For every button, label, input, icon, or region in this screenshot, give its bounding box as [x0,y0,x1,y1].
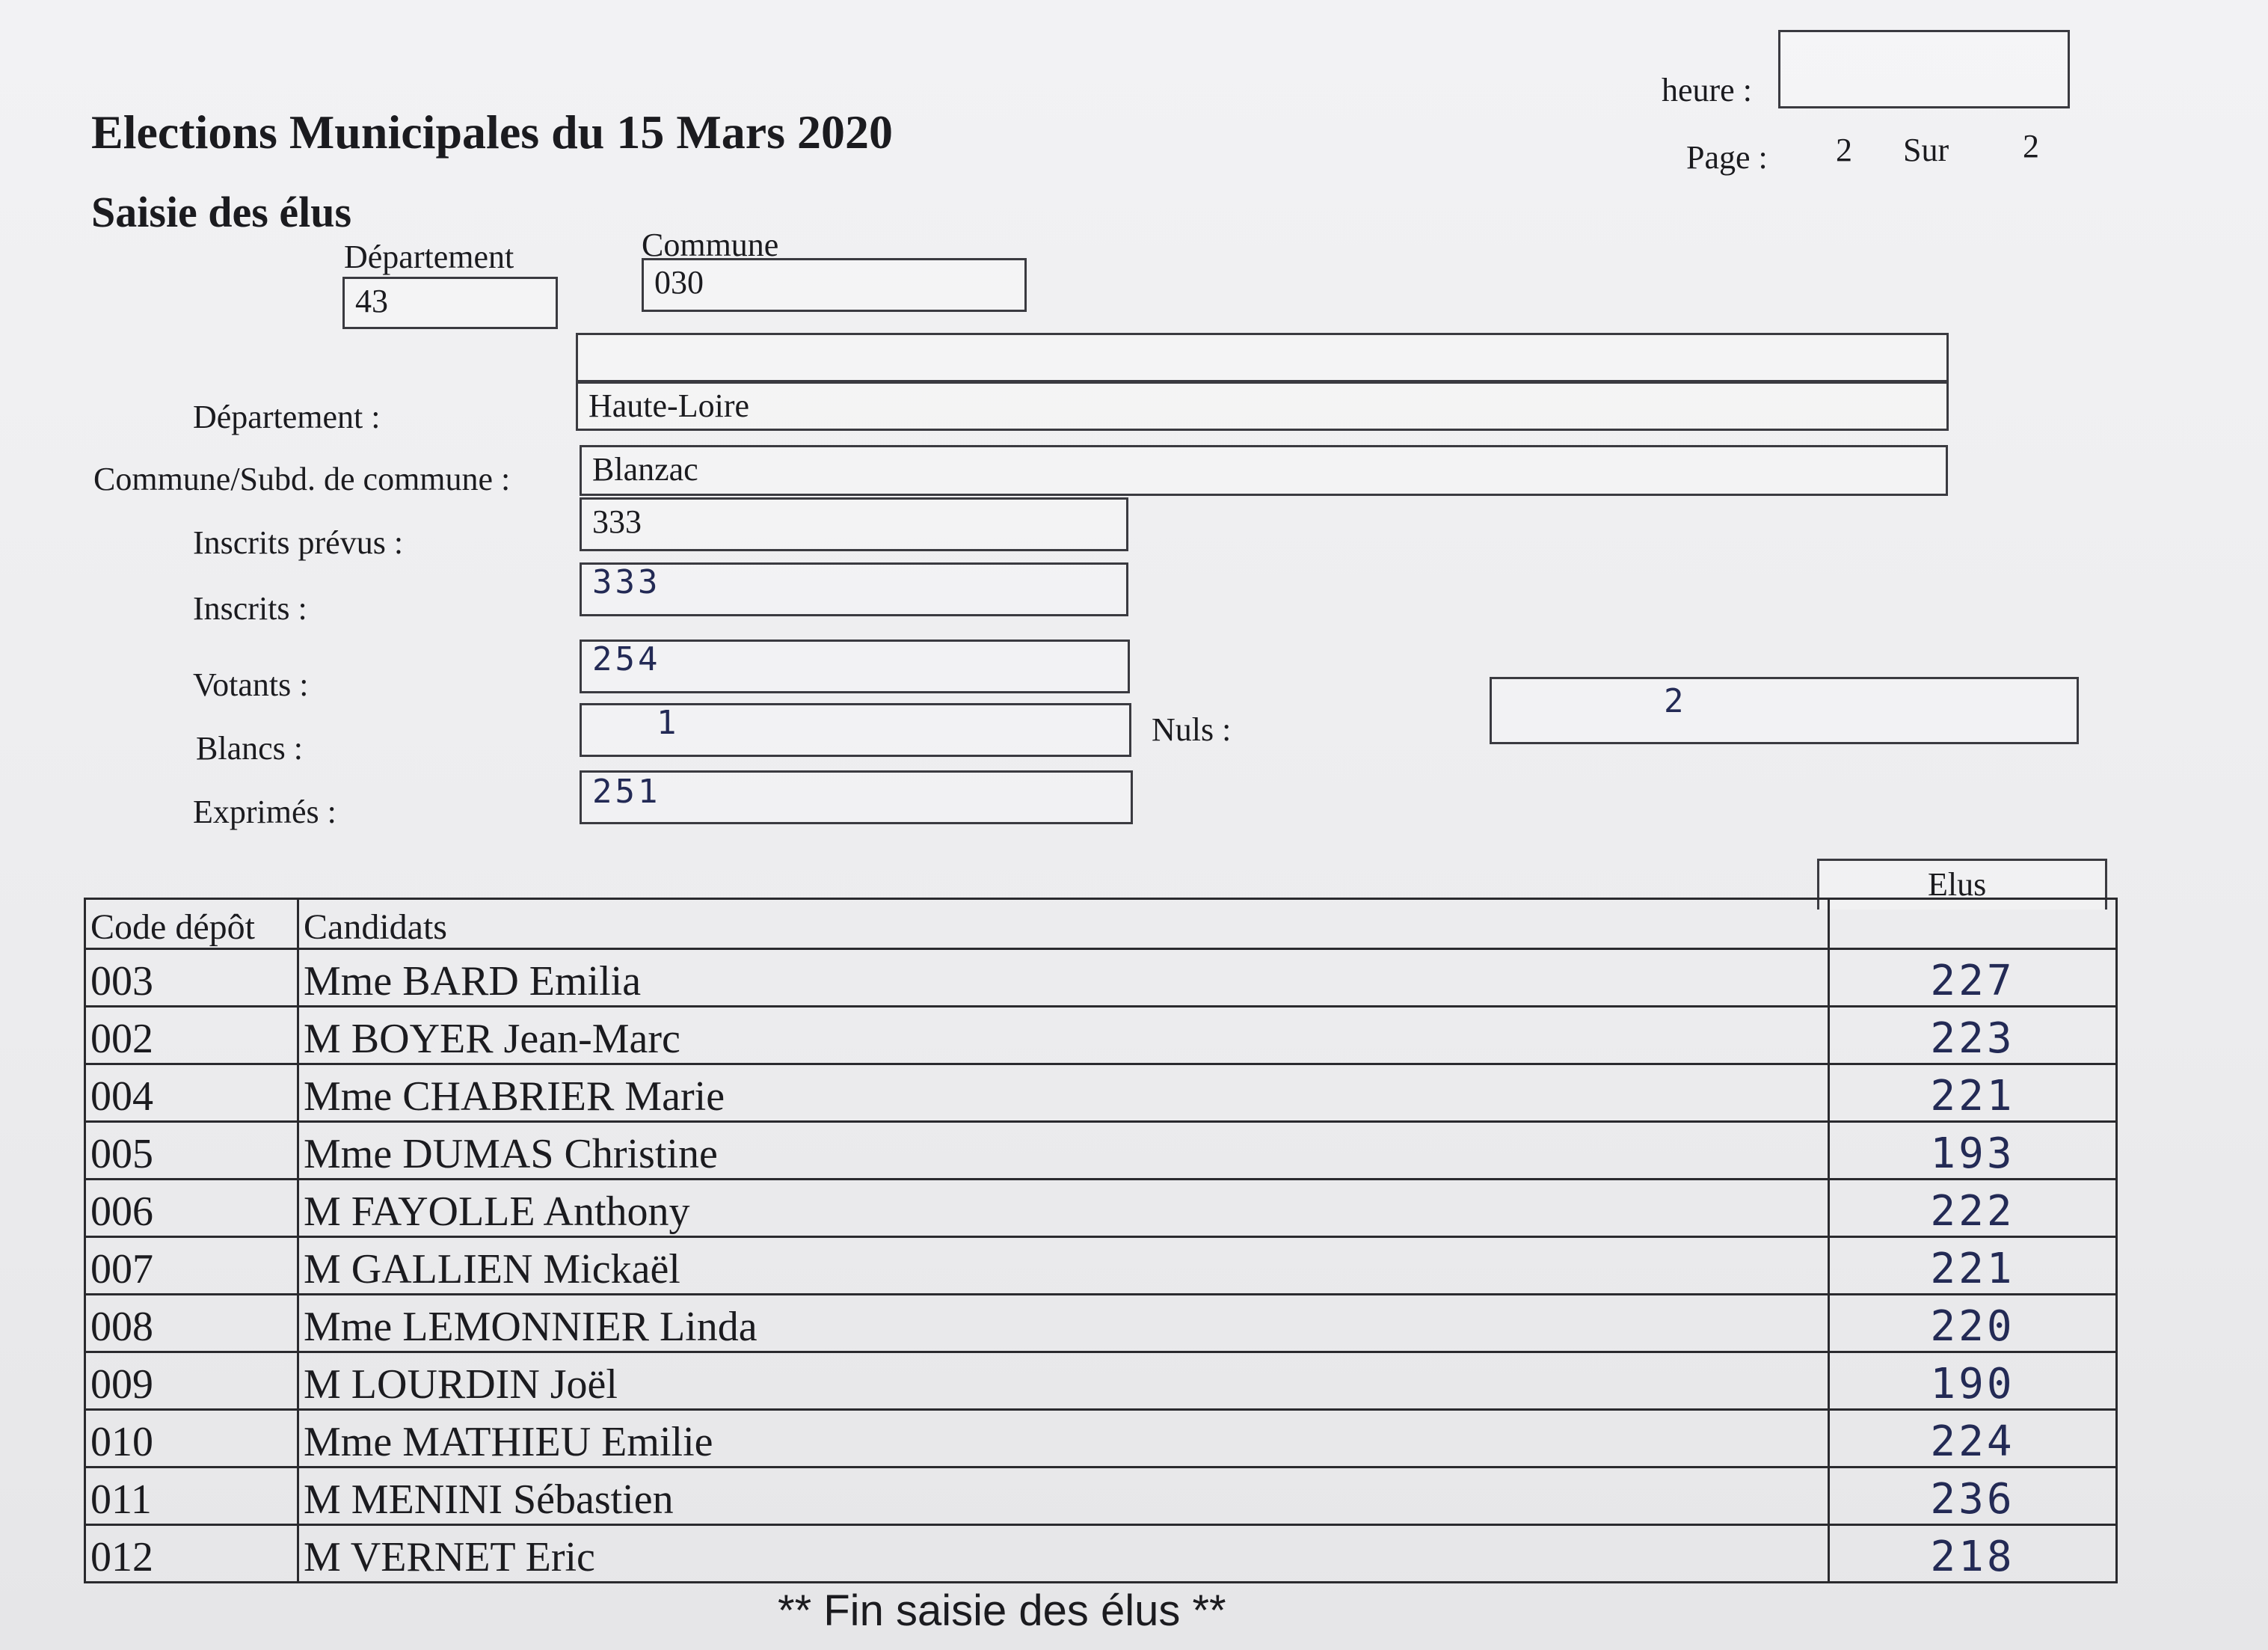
table-row [85,1410,2117,1467]
heure-field[interactable] [1778,30,2070,108]
commune-code-label: Commune [642,227,779,263]
candidate-votes[interactable]: 223 [1829,1007,2117,1064]
page-title: Elections Municipales du 15 Mars 2020 [91,105,894,159]
candidate-code: 004 [85,1064,298,1122]
nuls-field[interactable] [1490,677,2079,744]
table-row [85,1295,2117,1352]
blancs-value: 1 [657,704,680,742]
table-row [85,1064,2117,1122]
candidate-name: Mme LEMONNIER Linda [298,1295,1829,1352]
votants-field[interactable] [580,640,1130,693]
table-row [85,1122,2117,1180]
col-candidats-header: Candidats [298,899,1829,949]
candidate-code: 009 [85,1352,298,1410]
page-label: Page : [1686,139,1768,176]
candidate-votes[interactable]: 227 [1829,949,2117,1007]
candidate-code: 010 [85,1410,298,1467]
blancs-field[interactable] [580,703,1131,757]
commune-value: Blanzac [592,451,698,488]
candidate-votes[interactable]: 224 [1829,1410,2117,1467]
candidate-code: 005 [85,1122,298,1180]
votants-label: Votants : [193,666,309,703]
candidate-code: 002 [85,1007,298,1064]
votants-value: 254 [592,640,661,678]
candidate-name: M GALLIEN Mickaël [298,1237,1829,1295]
col-code-header: Code dépôt [85,899,298,949]
page-total: 2 [2023,128,2039,165]
table-header-row [85,899,2117,949]
candidate-code: 007 [85,1237,298,1295]
candidate-name: M FAYOLLE Anthony [298,1180,1829,1237]
candidate-code: 006 [85,1180,298,1237]
candidate-name: M MENINI Sébastien [298,1467,1829,1525]
candidate-votes[interactable]: 193 [1829,1122,2117,1180]
candidate-code: 008 [85,1295,298,1352]
candidate-votes[interactable]: 221 [1829,1237,2117,1295]
candidate-votes[interactable]: 236 [1829,1467,2117,1525]
table-row [85,1007,2117,1064]
commune-label: Commune/Subd. de commune : [93,461,511,497]
candidate-votes[interactable]: 220 [1829,1295,2117,1352]
exprimes-label: Exprimés : [193,794,336,830]
candidate-name: Mme BARD Emilia [298,949,1829,1007]
candidate-code: 011 [85,1467,298,1525]
candidate-name: M BOYER Jean-Marc [298,1007,1829,1064]
table-row [85,1525,2117,1583]
candidate-code: 003 [85,949,298,1007]
candidate-votes[interactable]: 222 [1829,1180,2117,1237]
departement-value: Haute-Loire [588,387,749,424]
inscrits-label: Inscrits : [193,590,307,627]
exprimes-field[interactable] [580,770,1133,824]
candidate-name: Mme MATHIEU Emilie [298,1410,1829,1467]
table-row [85,949,2117,1007]
candidate-votes[interactable]: 218 [1829,1525,2117,1583]
page-current: 2 [1836,132,1852,168]
elus-header-label: Elus [1928,866,1987,903]
departement-code-field[interactable] [342,277,558,329]
end-of-entry-footer: ** Fin saisie des élus ** [778,1586,1226,1635]
departement-label: Département : [193,399,381,435]
page-subtitle: Saisie des élus [91,188,352,236]
inscrits-prevus-field[interactable] [580,497,1128,551]
departement-field[interactable] [576,381,1949,431]
col-elus-header-spacer [1829,899,2117,949]
blancs-label: Blancs : [196,730,303,767]
candidate-name: M LOURDIN Joël [298,1352,1829,1410]
table-row [85,1352,2117,1410]
nuls-label: Nuls : [1152,711,1232,748]
commune-code-field[interactable] [642,258,1027,312]
inscrits-field[interactable] [580,562,1128,616]
commune-field[interactable] [580,445,1948,496]
heure-label: heure : [1662,72,1752,108]
candidate-name: Mme CHABRIER Marie [298,1064,1829,1122]
candidate-name: Mme DUMAS Christine [298,1122,1829,1180]
exprimes-value: 251 [592,773,661,811]
departement-code-label: Département [344,239,514,275]
candidate-code: 012 [85,1525,298,1583]
inscrits-prevus-label: Inscrits prévus : [193,524,404,561]
table-row [85,1237,2117,1295]
inscrits-value: 333 [592,563,661,601]
candidates-table [84,898,2118,1583]
blank-field[interactable] [576,333,1949,382]
departement-code-value: 43 [355,283,388,319]
page-sep: Sur [1903,132,1949,168]
nuls-value: 2 [1664,682,1687,720]
candidate-name: M VERNET Eric [298,1525,1829,1583]
commune-code-value: 030 [654,264,704,301]
table-row [85,1467,2117,1525]
inscrits-prevus-value: 333 [592,503,642,540]
table-row [85,1180,2117,1237]
candidate-votes[interactable]: 190 [1829,1352,2117,1410]
candidate-votes[interactable]: 221 [1829,1064,2117,1122]
